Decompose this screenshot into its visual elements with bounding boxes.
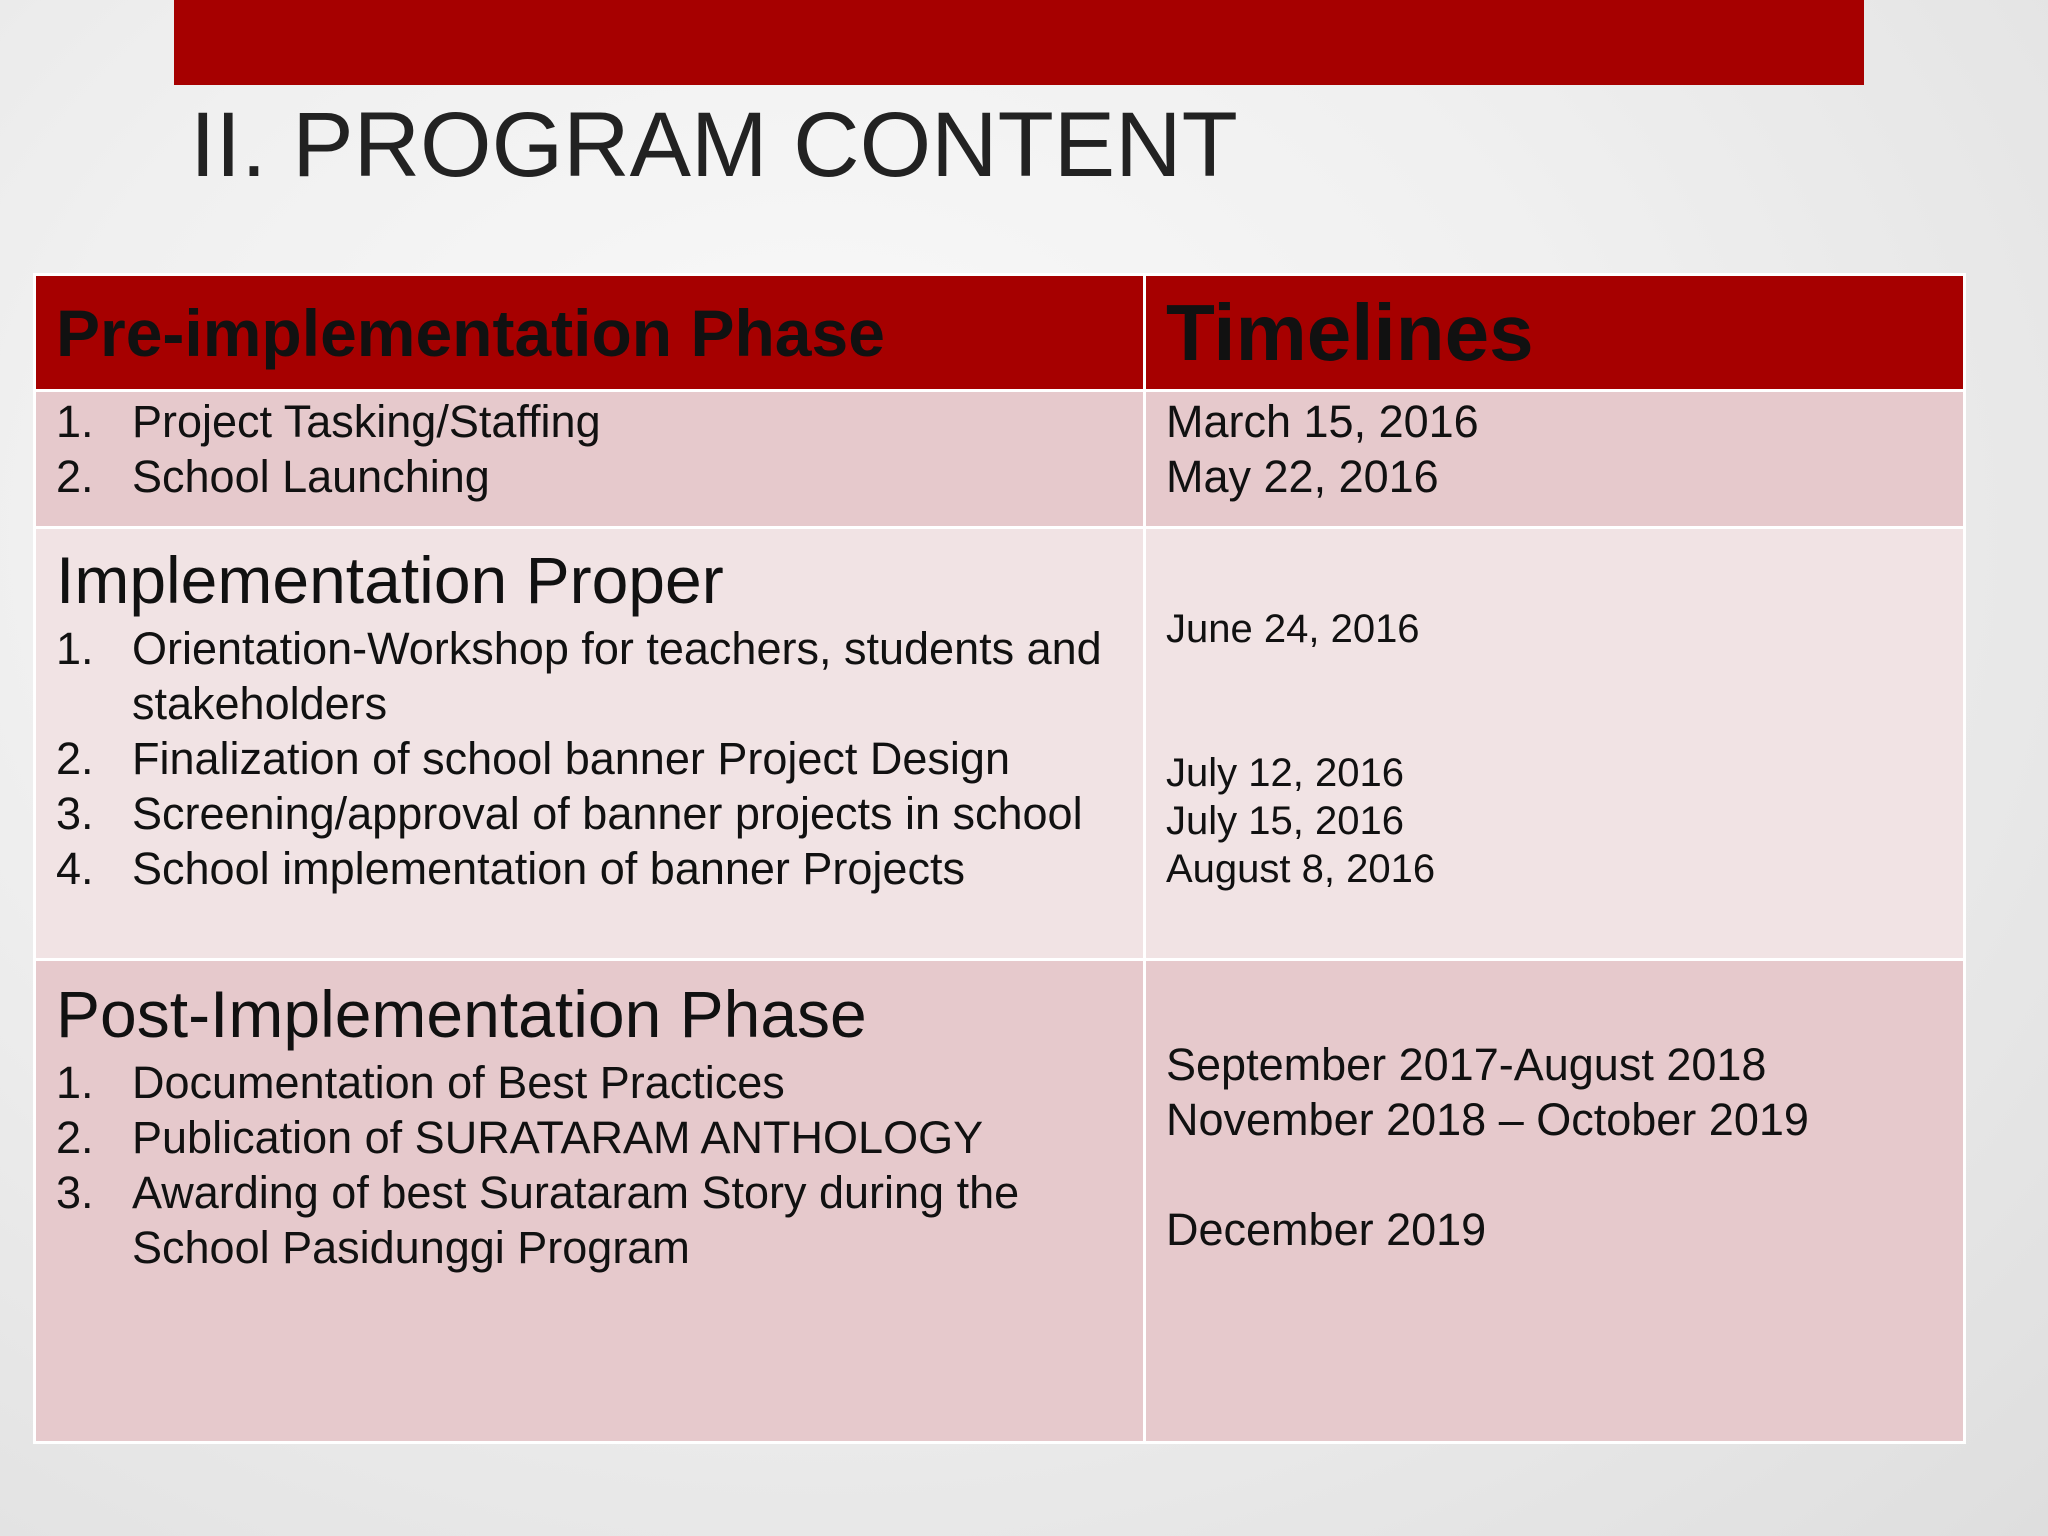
item-text: Documentation of Best Practices xyxy=(132,1057,785,1108)
list-item xyxy=(56,621,1123,731)
item-text: Project Tasking/Staffing xyxy=(132,396,601,447)
slide-title: II. PROGRAM CONTENT xyxy=(190,94,1238,196)
program-content-table xyxy=(33,273,1966,1444)
header-timelines: Timelines xyxy=(1145,275,1965,391)
pre-implementation-list xyxy=(56,394,1123,504)
item-number: 2. xyxy=(56,451,94,502)
list-item xyxy=(56,786,1123,841)
item-text: Screening/approval of banner projects in school xyxy=(132,788,1083,839)
implementation-activities xyxy=(35,528,1145,960)
item-number: 1. xyxy=(56,1057,94,1108)
top-accent-bar xyxy=(174,0,1864,85)
timeline-date: July 15, 2016 xyxy=(1166,799,1404,843)
list-item xyxy=(56,1110,1123,1165)
item-number: 1. xyxy=(56,396,94,447)
timeline-date: August 8, 2016 xyxy=(1166,847,1436,891)
timeline-date: November 2018 – October 2019 xyxy=(1166,1094,1809,1145)
list-item xyxy=(56,394,1123,449)
item-number: 4. xyxy=(56,843,94,894)
list-item xyxy=(56,449,1123,504)
list-item xyxy=(56,731,1123,786)
post-implementation-dates xyxy=(1145,960,1965,1443)
timeline-date: June 24, 2016 xyxy=(1166,607,1420,651)
section-heading-post-implementation: Post-Implementation Phase xyxy=(56,977,867,1051)
item-text: School implementation of banner Projects xyxy=(132,843,965,894)
item-text: School Launching xyxy=(132,451,490,502)
pre-implementation-activities xyxy=(35,391,1145,528)
item-number: 3. xyxy=(56,788,94,839)
item-number: 2. xyxy=(56,1112,94,1163)
timeline-date: December 2019 xyxy=(1166,1204,1487,1255)
table-row-pre-implementation xyxy=(35,391,1965,528)
list-item xyxy=(56,1165,1123,1275)
item-text: Orientation-Workshop for teachers, students and stakeholders xyxy=(132,623,1102,729)
list-item xyxy=(56,1055,1123,1110)
item-number: 1. xyxy=(56,623,94,674)
table-row-implementation xyxy=(35,528,1965,960)
timeline-date: September 2017-August 2018 xyxy=(1166,1039,1767,1090)
post-implementation-list xyxy=(56,1055,1123,1275)
item-text: Awarding of best Surataram Story during the School Pasidunggi Program xyxy=(132,1167,1020,1273)
header-phase: Pre-implementation Phase xyxy=(35,275,1145,391)
table-header-row xyxy=(35,275,1965,391)
timeline-date: July 12, 2016 xyxy=(1166,751,1404,795)
table-row-post-implementation xyxy=(35,960,1965,1443)
pre-implementation-dates xyxy=(1145,391,1965,528)
implementation-dates xyxy=(1145,528,1965,960)
timeline-date: March 15, 2016 xyxy=(1166,396,1479,447)
item-number: 3. xyxy=(56,1167,94,1218)
implementation-list xyxy=(56,621,1123,896)
section-heading-implementation: Implementation Proper xyxy=(56,543,724,617)
post-implementation-activities xyxy=(35,960,1145,1443)
item-number: 2. xyxy=(56,733,94,784)
item-text: Finalization of school banner Project Design xyxy=(132,733,1010,784)
timeline-date: May 22, 2016 xyxy=(1166,451,1439,502)
list-item xyxy=(56,841,1123,896)
item-text: Publication of SURATARAM ANTHOLOGY xyxy=(132,1112,984,1163)
